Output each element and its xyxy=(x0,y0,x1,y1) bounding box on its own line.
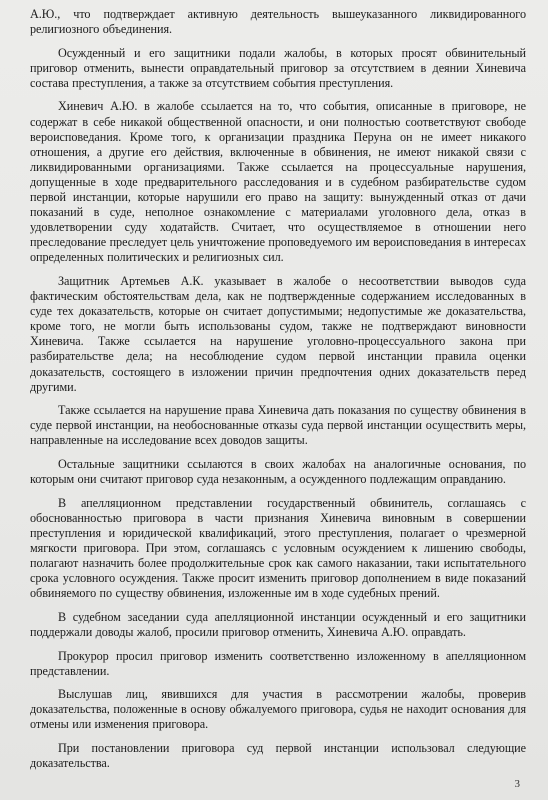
page-number: 3 xyxy=(514,778,520,790)
paragraph-9: Прокурор просил приговор изменить соответственно изложенному в апелляционном представлении. xyxy=(30,648,526,678)
paragraph-2: Осужденный и его защитники подали жалобы, в которых просят обвинительный приговор отменить, вынести оправдательный приговор за отсутствием в деянии Хиневича состава преступления, а также за отсутствием события преступления. xyxy=(30,45,526,90)
paragraph-10: Выслушав лиц, явившихся для участия в рассмотрении жалобы, проверив доказательства, положенные в основу обжалуемого приговора, судья не находит основания для отмены или изменения приговора. xyxy=(30,687,526,732)
paragraph-8: В судебном заседании суда апелляционной инстанции осужденный и его защитники поддержали доводы жалоб, просили приговор отменить, Хиневича А.Ю. оправдать. xyxy=(30,609,526,639)
paragraph-7: В апелляционном представлении государственный обвинитель, соглашаясь с обоснованностью приговора в части признания Хиневича виновным в совершении преступления и юридической квалификаций, этого преступления, полагает о чрезмерной мягкости приговора. При этом, соглашаясь с условным осуждением к лишению свободы, полагают назначить более продолжительные срок как самого наказании, таки испытательного срока условного осуждения. Также просит изменить приговор дополнением в виде показаний обвиняемого по существу обвинения, изложенные им в ходе судебных прений. xyxy=(30,495,526,601)
paragraph-11: При постановлении приговора суд первой инстанции использовал следующие доказательства. xyxy=(30,741,526,771)
paragraph-5: Также ссылается на нарушение права Хиневича дать показания по существу обвинения в суде первой инстанции, на необоснованные отказы суда первой инстанции осуществить меры, направленные на исследование всех доводов защиты. xyxy=(30,403,526,448)
paragraph-6: Остальные защитники ссылаются в своих жалобах на аналогичные основания, по которым они считают приговор суда незаконным, а осужденного подлежащим оправданию. xyxy=(30,457,526,487)
paragraph-4: Защитник Артемьев А.К. указывает в жалобе о несоответствии выводов суда фактическим обстоятельствам дела, как не подтвержденные содержанием исследованных в суде тех доказательств, которые он считает допустимыми; недопустимые же доказательства, кроме того, не могли быть использованы судом, также не подтверждают виновности Хиневича. Также ссылается на нарушение уголовно-процессуального закона при разбирательстве дела; на несоблюдение судом первой инстанции правила оценки доказательств, состоящего в изложении причин предпочтения одних доказательств перед другими. xyxy=(30,274,526,394)
paragraph-1: А.Ю., что подтверждает активную деятельность вышеуказанного ликвидированного религиозного объединения. xyxy=(30,7,526,37)
paragraph-3: Хиневич А.Ю. в жалобе ссылается на то, что события, описанные в приговоре, не содержат в себе никакой общественной опасности, и они полностью соответствуют свободе вероисповедания. Кроме того, к организации праздника Перуна он не имеет никакого отношения, а другие его действия, включенные в обвинения, не имеют никакой связи с ликвидированными организациями. Также ссылается на процессуальные нарушения, допущенные в ходе предварительного расследования и в судебном разбирательстве судом первой инстанции, которые нарушили его право на защиту: вынужденный отказ от дачи показаний в суде, неполное ознакомление с материалами уголовного дела, отказ в удовлетворении суду ходатайств. Считает, что осуществляемое в отношении него преследование преследует цель уничтожение проповедуемого им вероисповедания в интересах определенных политических и религиозных сил. xyxy=(30,99,526,265)
